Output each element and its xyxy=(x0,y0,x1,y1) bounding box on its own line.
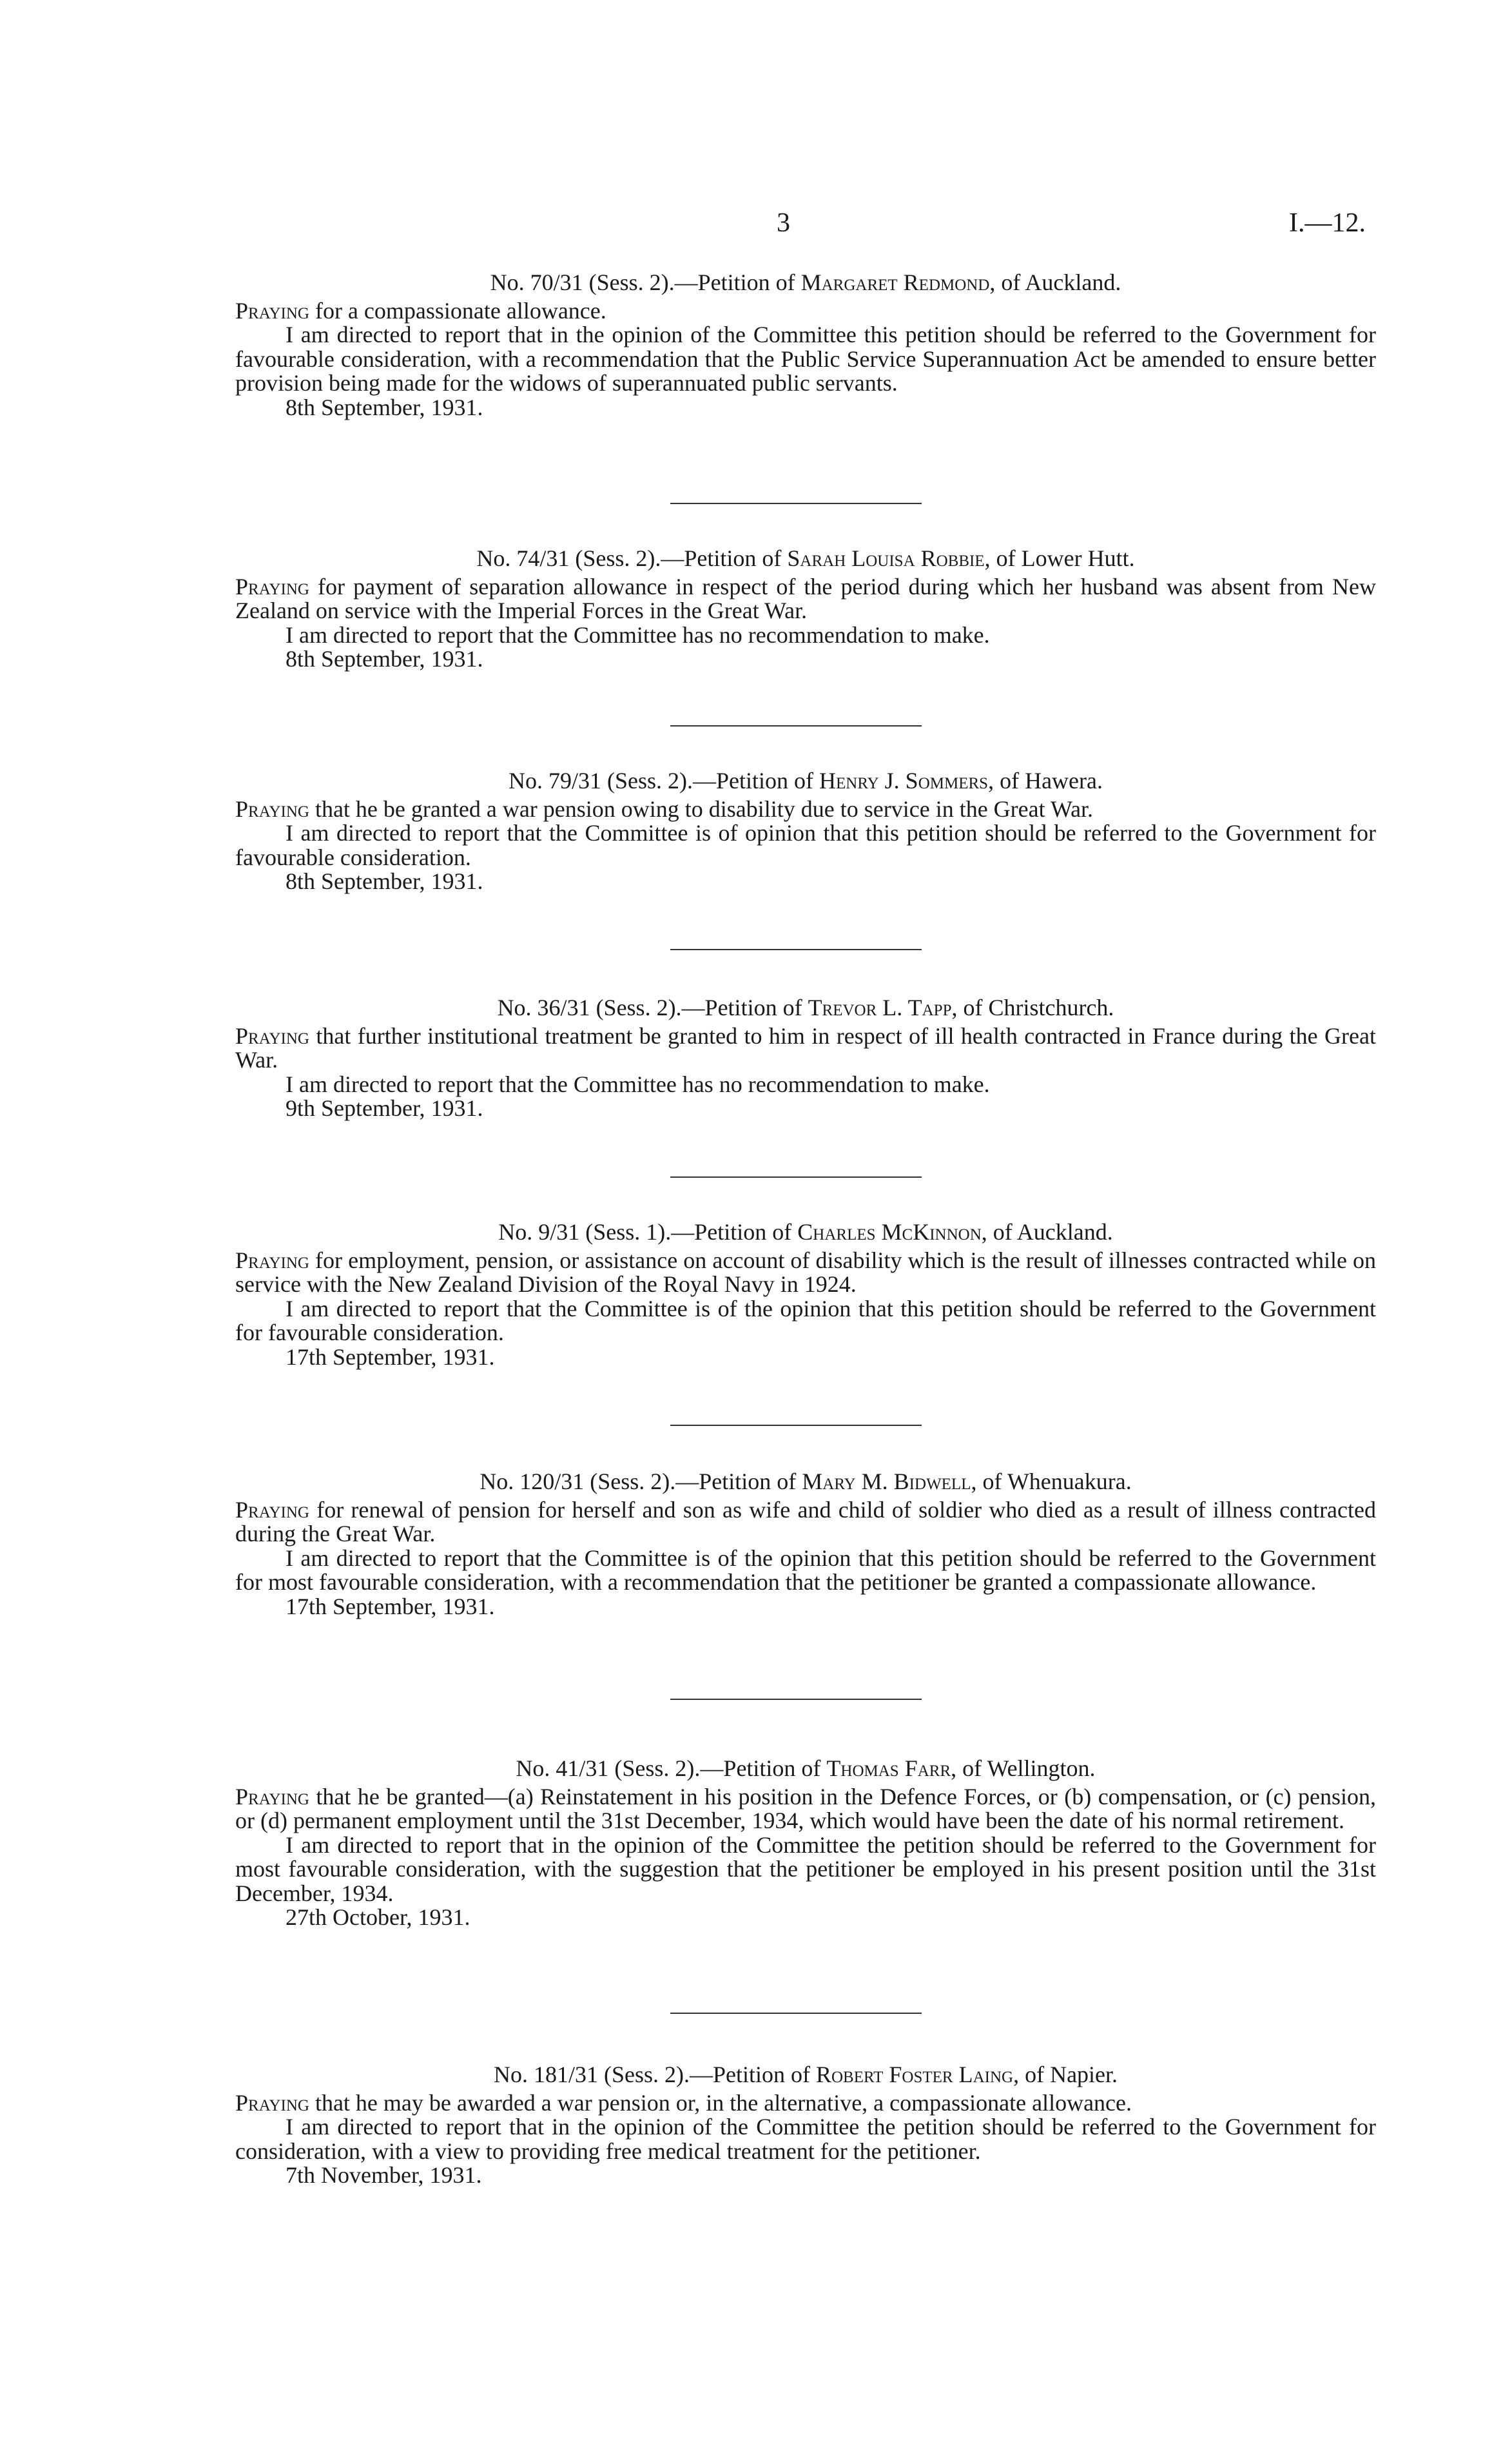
report-paragraph: I am directed to report that in the opinion of the Committee this petition should be referred to the Government for favourable consideration, with a recommendation that the Public Service Superannuation Act be amended to ensure better provision being made for the widows of superannuated public servants. xyxy=(235,322,1376,396)
praying-word: Praying xyxy=(235,2089,309,2116)
report-date: 8th September, 1931. xyxy=(286,868,483,894)
praying-paragraph xyxy=(235,575,1376,623)
section-divider xyxy=(670,2013,922,2014)
report-paragraph: I am directed to report that the Committee is of opinion that this petition should be referred to the Government for favourable consideration. xyxy=(235,820,1376,870)
report-paragraph: I am directed to report that in the opinion of the Committee the petition should be referred to the Government for most favourable consideration, with the suggestion that the petitioner be employed in his present position until the 31st December, 1934. xyxy=(235,1831,1376,1906)
report-paragraph: I am directed to report that in the opinion of the Committee the petition should be referred to the Government for consideration, with a view to providing free medical treatment for the petitioner. xyxy=(235,2114,1376,2164)
petitioner-place: , of Lower Hutt. xyxy=(984,545,1135,571)
report-date: 7th November, 1931. xyxy=(286,2162,482,2188)
petitioner-place: , of Napier. xyxy=(1013,2062,1118,2087)
section-divider xyxy=(670,1425,922,1426)
praying-text: for employment, pension, or assistance on account of disability which is the result of illnesses contracted while on service with the New Zealand Division of the Royal Navy in 1924. xyxy=(235,1247,1376,1297)
page-number: 3 xyxy=(777,208,790,238)
petition-block xyxy=(235,547,1376,672)
petitioner-place: , of Wellington. xyxy=(951,1755,1096,1781)
report-date: 8th September, 1931. xyxy=(286,394,483,420)
report-paragraph: I am directed to report that the Committee has no recommendation to make. xyxy=(286,621,990,648)
petitioner-name: Charles McKinnon xyxy=(797,1219,982,1245)
praying-word: Praying xyxy=(235,297,309,324)
petition-block xyxy=(235,996,1376,1121)
petition-block xyxy=(235,1757,1376,1930)
praying-paragraph xyxy=(235,1024,1376,1073)
petition-number: No. 70/31 (Sess. 2).—Petition of xyxy=(490,269,795,295)
petitioner-name: Thomas Farr xyxy=(826,1755,951,1781)
praying-paragraph xyxy=(235,2091,1376,2116)
praying-paragraph xyxy=(235,1785,1376,1833)
petition-title xyxy=(235,769,1376,794)
page-reference: I.—12. xyxy=(1289,208,1366,238)
praying-text: for payment of separation allowance in respect of the period during which her husband was absent from New Zealand on service with the Imperial Forces in the Great War. xyxy=(235,573,1376,623)
report-paragraph: I am directed to report that the Committee has no recommendation to make. xyxy=(286,1071,990,1097)
petition-block xyxy=(235,769,1376,894)
praying-word: Praying xyxy=(235,1022,309,1049)
report-date: 17th September, 1931. xyxy=(286,1343,495,1370)
petition-number: No. 120/31 (Sess. 2).—Petition of xyxy=(480,1468,797,1494)
report-date: 8th September, 1931. xyxy=(286,646,483,672)
petitioner-name: Robert Foster Laing xyxy=(815,2062,1014,2087)
petitioner-name: Trevor L. Tapp xyxy=(808,995,952,1020)
petitioner-place: , of Christchurch. xyxy=(951,995,1114,1020)
petitioner-place: , of Whenuakura. xyxy=(971,1468,1132,1494)
petitioner-name: Mary M. Bidwell xyxy=(802,1468,971,1494)
petition-number: No. 9/31 (Sess. 1).—Petition of xyxy=(498,1219,792,1245)
praying-text: that he be granted a war pension owing to disability due to service in the Great War. xyxy=(309,795,1094,822)
praying-paragraph xyxy=(235,797,1376,822)
petition-title xyxy=(235,2063,1376,2087)
report-date: 27th October, 1931. xyxy=(286,1904,470,1930)
section-divider xyxy=(670,503,922,504)
petition-number: No. 181/31 (Sess. 2).—Petition of xyxy=(493,2062,810,2087)
petition-title xyxy=(235,271,1376,295)
praying-word: Praying xyxy=(235,1783,309,1810)
section-divider xyxy=(670,1176,922,1178)
petition-block xyxy=(235,271,1376,420)
petition-block xyxy=(235,1470,1376,1619)
report-paragraph: I am directed to report that the Committee is of the opinion that this petition should be referred to the Government for favourable consideration. xyxy=(235,1295,1376,1345)
petition-title xyxy=(235,1757,1376,1781)
petition-number: No. 41/31 (Sess. 2).—Petition of xyxy=(516,1755,821,1781)
praying-word: Praying xyxy=(235,1496,309,1523)
praying-word: Praying xyxy=(235,573,309,600)
petition-title xyxy=(235,996,1376,1020)
praying-paragraph xyxy=(235,1498,1376,1546)
section-divider xyxy=(670,1699,922,1700)
petition-title xyxy=(235,1220,1376,1245)
praying-paragraph xyxy=(235,299,1376,324)
praying-paragraph xyxy=(235,1249,1376,1297)
section-divider xyxy=(670,725,922,727)
petitioner-name: Henry J. Sommers xyxy=(819,768,989,794)
petition-number: No. 74/31 (Sess. 2).—Petition of xyxy=(476,545,782,571)
report-paragraph: I am directed to report that the Committee is of the opinion that this petition should be referred to the Government for most favourable consideration, with a recommendation that the petitioner be granted a compassionate allowance. xyxy=(235,1545,1376,1595)
petition-title xyxy=(235,547,1376,571)
praying-text: for renewal of pension for herself and son as wife and child of soldier who died as a result of illness contracted during the Great War. xyxy=(235,1496,1376,1546)
report-date: 17th September, 1931. xyxy=(286,1593,495,1619)
praying-text: that he be granted—(a) Reinstatement in his position in the Defence Forces, or (b) compensation, or (c) pension, or (d) permanent employment until the 31st December, 1934, which would have been the date of his normal retirement. xyxy=(235,1783,1376,1833)
petitioner-place: , of Auckland. xyxy=(981,1219,1113,1245)
petitioner-name: Sarah Louisa Robbie xyxy=(787,545,985,571)
petition-number: No. 79/31 (Sess. 2).—Petition of xyxy=(509,768,813,794)
petition-title xyxy=(235,1470,1376,1494)
praying-text: that he may be awarded a war pension or, in the alternative, a compassionate allowance. xyxy=(309,2089,1132,2116)
petition-block xyxy=(235,2063,1376,2188)
petition-block xyxy=(235,1220,1376,1369)
petition-number: No. 36/31 (Sess. 2).—Petition of xyxy=(497,995,802,1020)
petitioner-place: , of Auckland. xyxy=(989,269,1121,295)
section-divider xyxy=(670,949,922,950)
petitioner-place: , of Hawera. xyxy=(988,768,1103,794)
praying-text: for a compassionate allowance. xyxy=(309,297,606,324)
praying-word: Praying xyxy=(235,795,309,822)
petitioner-name: Margaret Redmond xyxy=(800,269,990,295)
praying-text: that further institutional treatment be granted to him in respect of ill health contracted in France during the Great War. xyxy=(235,1022,1376,1073)
report-date: 9th September, 1931. xyxy=(286,1095,483,1121)
praying-word: Praying xyxy=(235,1247,309,1273)
